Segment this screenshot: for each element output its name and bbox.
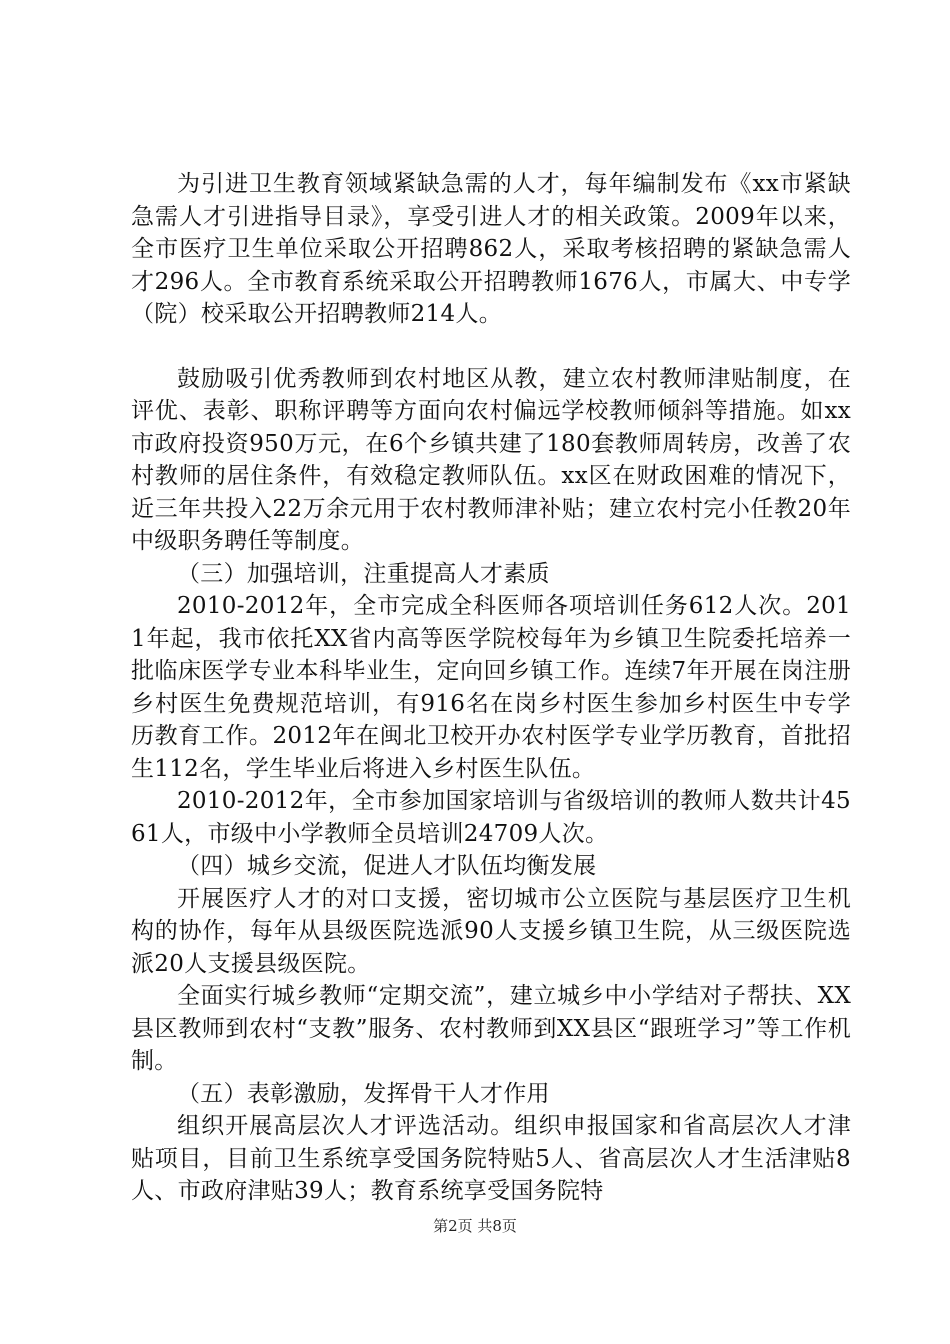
paragraph-high-level-talent: 组织开展高层次人才评选活动。组织申报国家和省高层次人才津贴项目，目前卫生系统享受国务院特贴5人、省高层次人才生活津贴8人、市政府津贴39人；教育系统享受国务院特 [131, 1113, 851, 1204]
document-body [131, 168, 851, 1208]
paragraph-medical-support: 开展医疗人才的对口支援，密切城市公立医院与基层医疗卫生机构的协作，每年从县级医院选派90人支援乡镇卫生院，从三级医院选派20人支援县级医院。 [131, 885, 851, 977]
paragraph-gap [131, 331, 851, 363]
page-number-footer: 第2页 共8页 [433, 1217, 517, 1235]
section-heading-exchange: （四）城乡交流，促进人才队伍均衡发展 [177, 853, 597, 879]
paragraph-teacher-training: 2010-2012年，全市参加国家培训与省级培训的教师人数共计4561人，市级中小学教师全员培训24709人次。 [131, 788, 851, 847]
paragraph-talent-introduction: 为引进卫生教育领域紧缺急需的人才，每年编制发布《xx市紧缺急需人才引进指导目录》，享受引进人才的相关政策。2009年以来，全市医疗卫生单位采取公开招聘862人，采取考核招聘的紧缺急需人才296人。全市教育系统采取公开招聘教师1676人，市属大、中专学（院）校采取公开招聘教师214人。 [131, 171, 851, 327]
paragraph-teacher-exchange: 全面实行城乡教师“定期交流”，建立城乡中小学结对子帮扶、XX县区教师到农村“支教”服务、农村教师到XX县区“跟班学习”等工作机制。 [131, 983, 851, 1074]
section-heading-training: （三）加强培训，注重提高人才素质 [177, 560, 550, 587]
paragraph-medical-training: 2010-2012年，全市完成全科医师各项培训任务612人次。2011年起，我市依托XX省内高等医学院校每年为乡镇卫生院委托培养一批临床医学专业本科毕业生，定向回乡镇工作。连续7年开展在岗注册乡村医生免费规范培训，有916名在岗乡村医生参加乡村医生中专学历教育工作。2012年在闽北卫校开办农村医学专业学历教育，首批招生112名，学生毕业后将进入乡村医生队伍。 [131, 593, 851, 782]
section-heading-incentives: （五）表彰激励，发挥骨干人才作用 [177, 1080, 550, 1107]
paragraph-rural-teachers: 鼓励吸引优秀教师到农村地区从教，建立农村教师津贴制度，在评优、表彰、职称评聘等方面向农村偏远学校教师倾斜等措施。如xx市政府投资950万元，在6个乡镇共建了180套教师周转房，改善了农村教师的居住条件，有效稳定教师队伍。xx区在财政困难的情况下，近三年共投入22万余元用于农村教师津补贴；建立农村完小任教20年中级职务聘任等制度。 [131, 365, 851, 554]
